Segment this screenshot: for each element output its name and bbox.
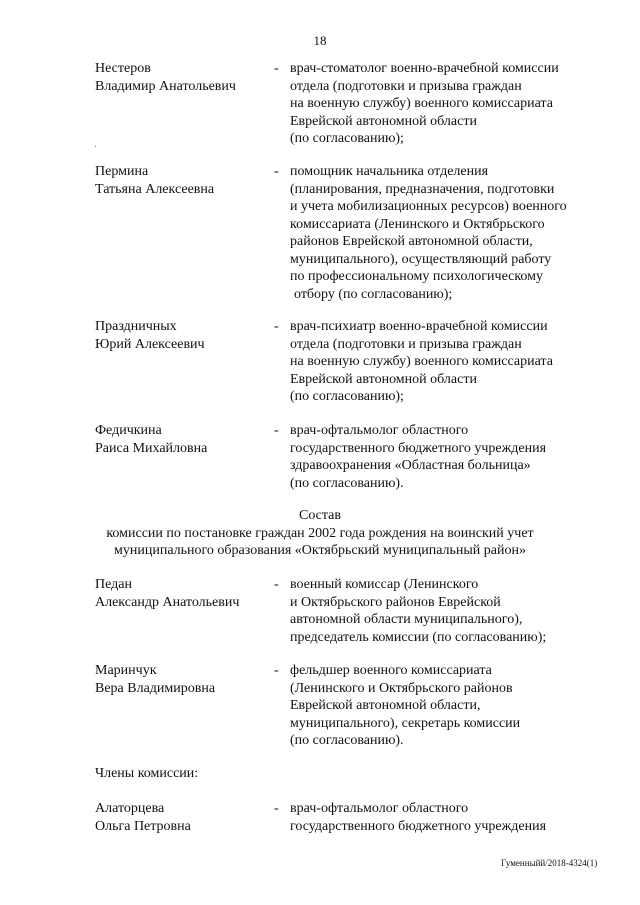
dash-separator: - <box>274 423 279 438</box>
role-line: врач-стоматолог военно-врачебной комиссии <box>290 61 559 76</box>
person-name <box>95 800 191 835</box>
dash-separator: - <box>274 801 279 816</box>
person-name <box>95 318 205 353</box>
person-role <box>290 318 553 406</box>
surname: Праздничных <box>95 319 177 334</box>
dash-separator: - <box>274 319 279 334</box>
role-line: Еврейской автономной области <box>290 113 477 129</box>
role-line: по профессиональному психологическому <box>290 269 544 284</box>
section-subtitle-line: комиссии по постановке граждан 2002 года рождения на воинский учет <box>106 525 534 541</box>
role-line: государственного бюджетного учреждения <box>290 440 547 456</box>
role-line: фельдшер военного комиссариата <box>290 663 492 678</box>
person-role <box>290 662 520 750</box>
surname: Педан <box>95 577 132 592</box>
stray-mark <box>95 146 96 147</box>
person-role <box>290 163 567 303</box>
role-line: (по согласованию). <box>290 475 404 491</box>
role-line: на военную службу) военного комиссариата <box>290 96 553 111</box>
members-label: Члены комиссии: <box>95 766 199 781</box>
given-names: Владимир Анатольевич <box>95 78 236 94</box>
role-line: врач-психиатр военно-врачебной комиссии <box>290 319 548 334</box>
dash-separator: - <box>274 164 279 179</box>
role-line: отдела (подготовки и призыва граждан <box>290 78 522 94</box>
role-line: председатель комиссии (по согласованию); <box>290 629 547 645</box>
given-names: Юрий Алексеевич <box>95 336 205 352</box>
surname: Алаторцева <box>95 801 165 816</box>
role-line: Еврейской автономной области, <box>290 698 481 713</box>
surname: Нестеров <box>95 61 151 76</box>
role-line: врач-офтальмолог областного <box>290 423 469 438</box>
person-name <box>95 422 207 457</box>
person-name <box>95 60 236 95</box>
person-role <box>290 800 546 835</box>
role-line: (по согласованию). <box>290 733 404 748</box>
person-role <box>290 60 559 148</box>
person-role <box>290 422 546 492</box>
role-line: и Октябрьского районов Еврейской <box>290 594 501 610</box>
dash-separator: - <box>274 663 279 678</box>
role-line: районов Еврейской автономной области, <box>290 234 533 249</box>
dash-separator: - <box>274 577 279 592</box>
person-name <box>95 576 239 611</box>
dash-separator: - <box>274 61 279 76</box>
section-title <box>0 507 640 560</box>
role-line: муниципального), секретарь комиссии <box>290 715 521 731</box>
surname: Маринчук <box>95 663 157 678</box>
role-line: муниципального), осуществляющий работу <box>290 251 552 267</box>
surname: Федичкина <box>95 423 162 438</box>
role-line: отдела (подготовки и призыва граждан <box>290 336 522 352</box>
given-names: Александр Анатольевич <box>95 594 240 610</box>
role-line: (по согласованию); <box>290 131 404 146</box>
surname: Пермина <box>95 164 149 179</box>
given-names: Раиса Михайловна <box>95 440 208 456</box>
role-line: (по согласованию); <box>290 389 404 404</box>
role-line: на военную службу) военного комиссариата <box>290 354 553 369</box>
section-subtitle-line: муниципального образования «Октябрьский муниципальный район» <box>114 543 526 558</box>
role-line: (Ленинского и Октябрьского районов <box>290 680 513 696</box>
role-line: и учета мобилизационных ресурсов) военного <box>290 199 567 214</box>
role-line: автономной области муниципального), <box>290 612 523 627</box>
given-names: Татьяна Алексеевна <box>95 181 215 197</box>
role-line: военный комиссар (Ленинского <box>290 577 479 592</box>
given-names: Ольга Петровна <box>95 818 191 834</box>
person-name <box>95 662 215 697</box>
section-heading: Состав <box>298 508 341 523</box>
role-line: комиссариата (Ленинского и Октябрьского <box>290 216 545 232</box>
given-names: Вера Владимировна <box>95 680 216 696</box>
person-role <box>290 576 546 646</box>
role-line: помощник начальника отделения <box>290 164 489 179</box>
page-number: 18 <box>313 33 327 48</box>
role-line: здравоохранения «Областная больница» <box>290 458 531 473</box>
role-line: государственного бюджетного учреждения <box>290 818 547 834</box>
role-line: отбору (по согласованию); <box>294 286 453 302</box>
person-name <box>95 163 214 198</box>
role-line: (планирования, предназначения, подготовки <box>290 181 555 197</box>
role-line: врач-офтальмолог областного <box>290 801 469 816</box>
document-code: Гуменныйй/2018-4324(1) <box>501 858 598 868</box>
role-line: Еврейской автономной области <box>290 371 477 387</box>
